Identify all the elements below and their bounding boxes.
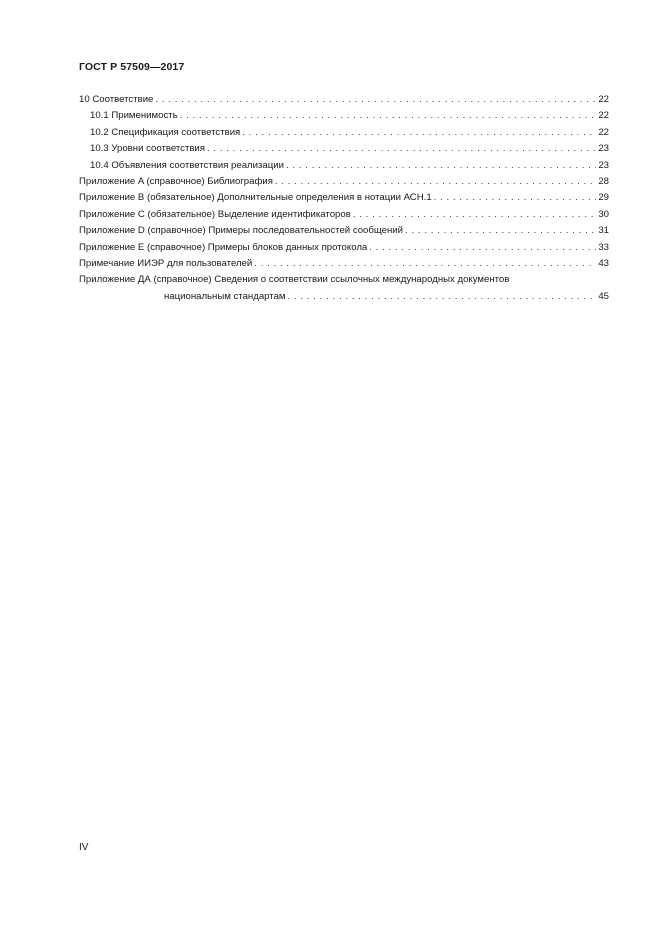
- toc-item-title: Примечание ИИЭР для пользователей: [79, 257, 253, 269]
- toc-item[interactable]: [79, 141, 609, 157]
- toc-item-page: 22: [598, 110, 609, 122]
- toc-item-page: 22: [598, 94, 609, 105]
- table-of-contents: [79, 92, 609, 305]
- toc-leader-dots: [254, 256, 596, 272]
- toc-leader-dots: [207, 141, 596, 157]
- toc-item-title-line1: Приложение ДА (справочное) Сведения о соответствии ссылочных международных документов: [79, 274, 510, 286]
- toc-item-multiline[interactable]: [79, 272, 609, 305]
- toc-item-title: Приложение D (справочное) Примеры последовательностей сообщений: [79, 225, 404, 237]
- toc-leader-dots: [288, 289, 597, 305]
- toc-item[interactable]: [79, 158, 609, 174]
- toc-item-page: 31: [598, 225, 609, 237]
- toc-leader-dots: [286, 158, 596, 174]
- toc-item-title: 10.1 Применимость: [90, 110, 178, 122]
- toc-item-page: 29: [598, 192, 609, 204]
- toc-item-title: Приложение B (обязательное) Дополнительные определения в нотации АСН.1: [79, 192, 432, 204]
- toc-item-title: Приложение E (справочное) Примеры блоков данных протокола: [79, 241, 368, 253]
- toc-leader-dots: [353, 207, 597, 223]
- toc-item-page: 33: [598, 241, 609, 253]
- toc-item-page: 45: [598, 290, 609, 302]
- toc-item[interactable]: [79, 108, 609, 124]
- toc-item[interactable]: [79, 223, 609, 239]
- toc-item[interactable]: [79, 207, 609, 223]
- page-number: IV: [79, 842, 89, 853]
- toc-item[interactable]: [79, 240, 609, 256]
- toc-leader-dots: [155, 92, 596, 108]
- toc-item-page: 30: [598, 208, 609, 220]
- toc-item[interactable]: [79, 190, 609, 206]
- toc-leader-dots: [180, 108, 597, 124]
- toc-item-title: Приложение A (справочное) Библиография: [79, 175, 273, 187]
- toc-item-page: 23: [598, 159, 609, 171]
- toc-item-title: 10.4 Объявления соответствия реализации: [90, 159, 284, 171]
- toc-leader-dots: [369, 240, 596, 256]
- toc-leader-dots: [434, 190, 597, 206]
- toc-item-title: 10.2 Спецификация соответствия: [90, 126, 241, 138]
- toc-item-title: Приложение C (обязательное) Выделение идентификаторов: [79, 208, 351, 220]
- toc-item-title: 10.3 Уровни соответствия: [90, 143, 205, 155]
- toc-item-page: 23: [598, 143, 609, 155]
- toc-item[interactable]: [79, 174, 609, 190]
- toc-item[interactable]: [79, 125, 609, 141]
- document-header: ГОСТ Р 57509—2017: [79, 61, 185, 73]
- toc-item[interactable]: [79, 92, 609, 108]
- toc-item-title-line2: национальным стандартам: [164, 290, 286, 302]
- toc-leader-dots: [275, 174, 596, 190]
- toc-leader-dots: [405, 223, 596, 239]
- toc-item-page: 22: [598, 126, 609, 138]
- toc-item[interactable]: [79, 256, 609, 272]
- toc-item-title: 10 Соответствие: [79, 94, 154, 105]
- toc-item-page: 43: [598, 257, 609, 269]
- toc-leader-dots: [242, 125, 596, 141]
- toc-item-title-line2-row: [79, 289, 609, 305]
- toc-item-page: 28: [598, 175, 609, 187]
